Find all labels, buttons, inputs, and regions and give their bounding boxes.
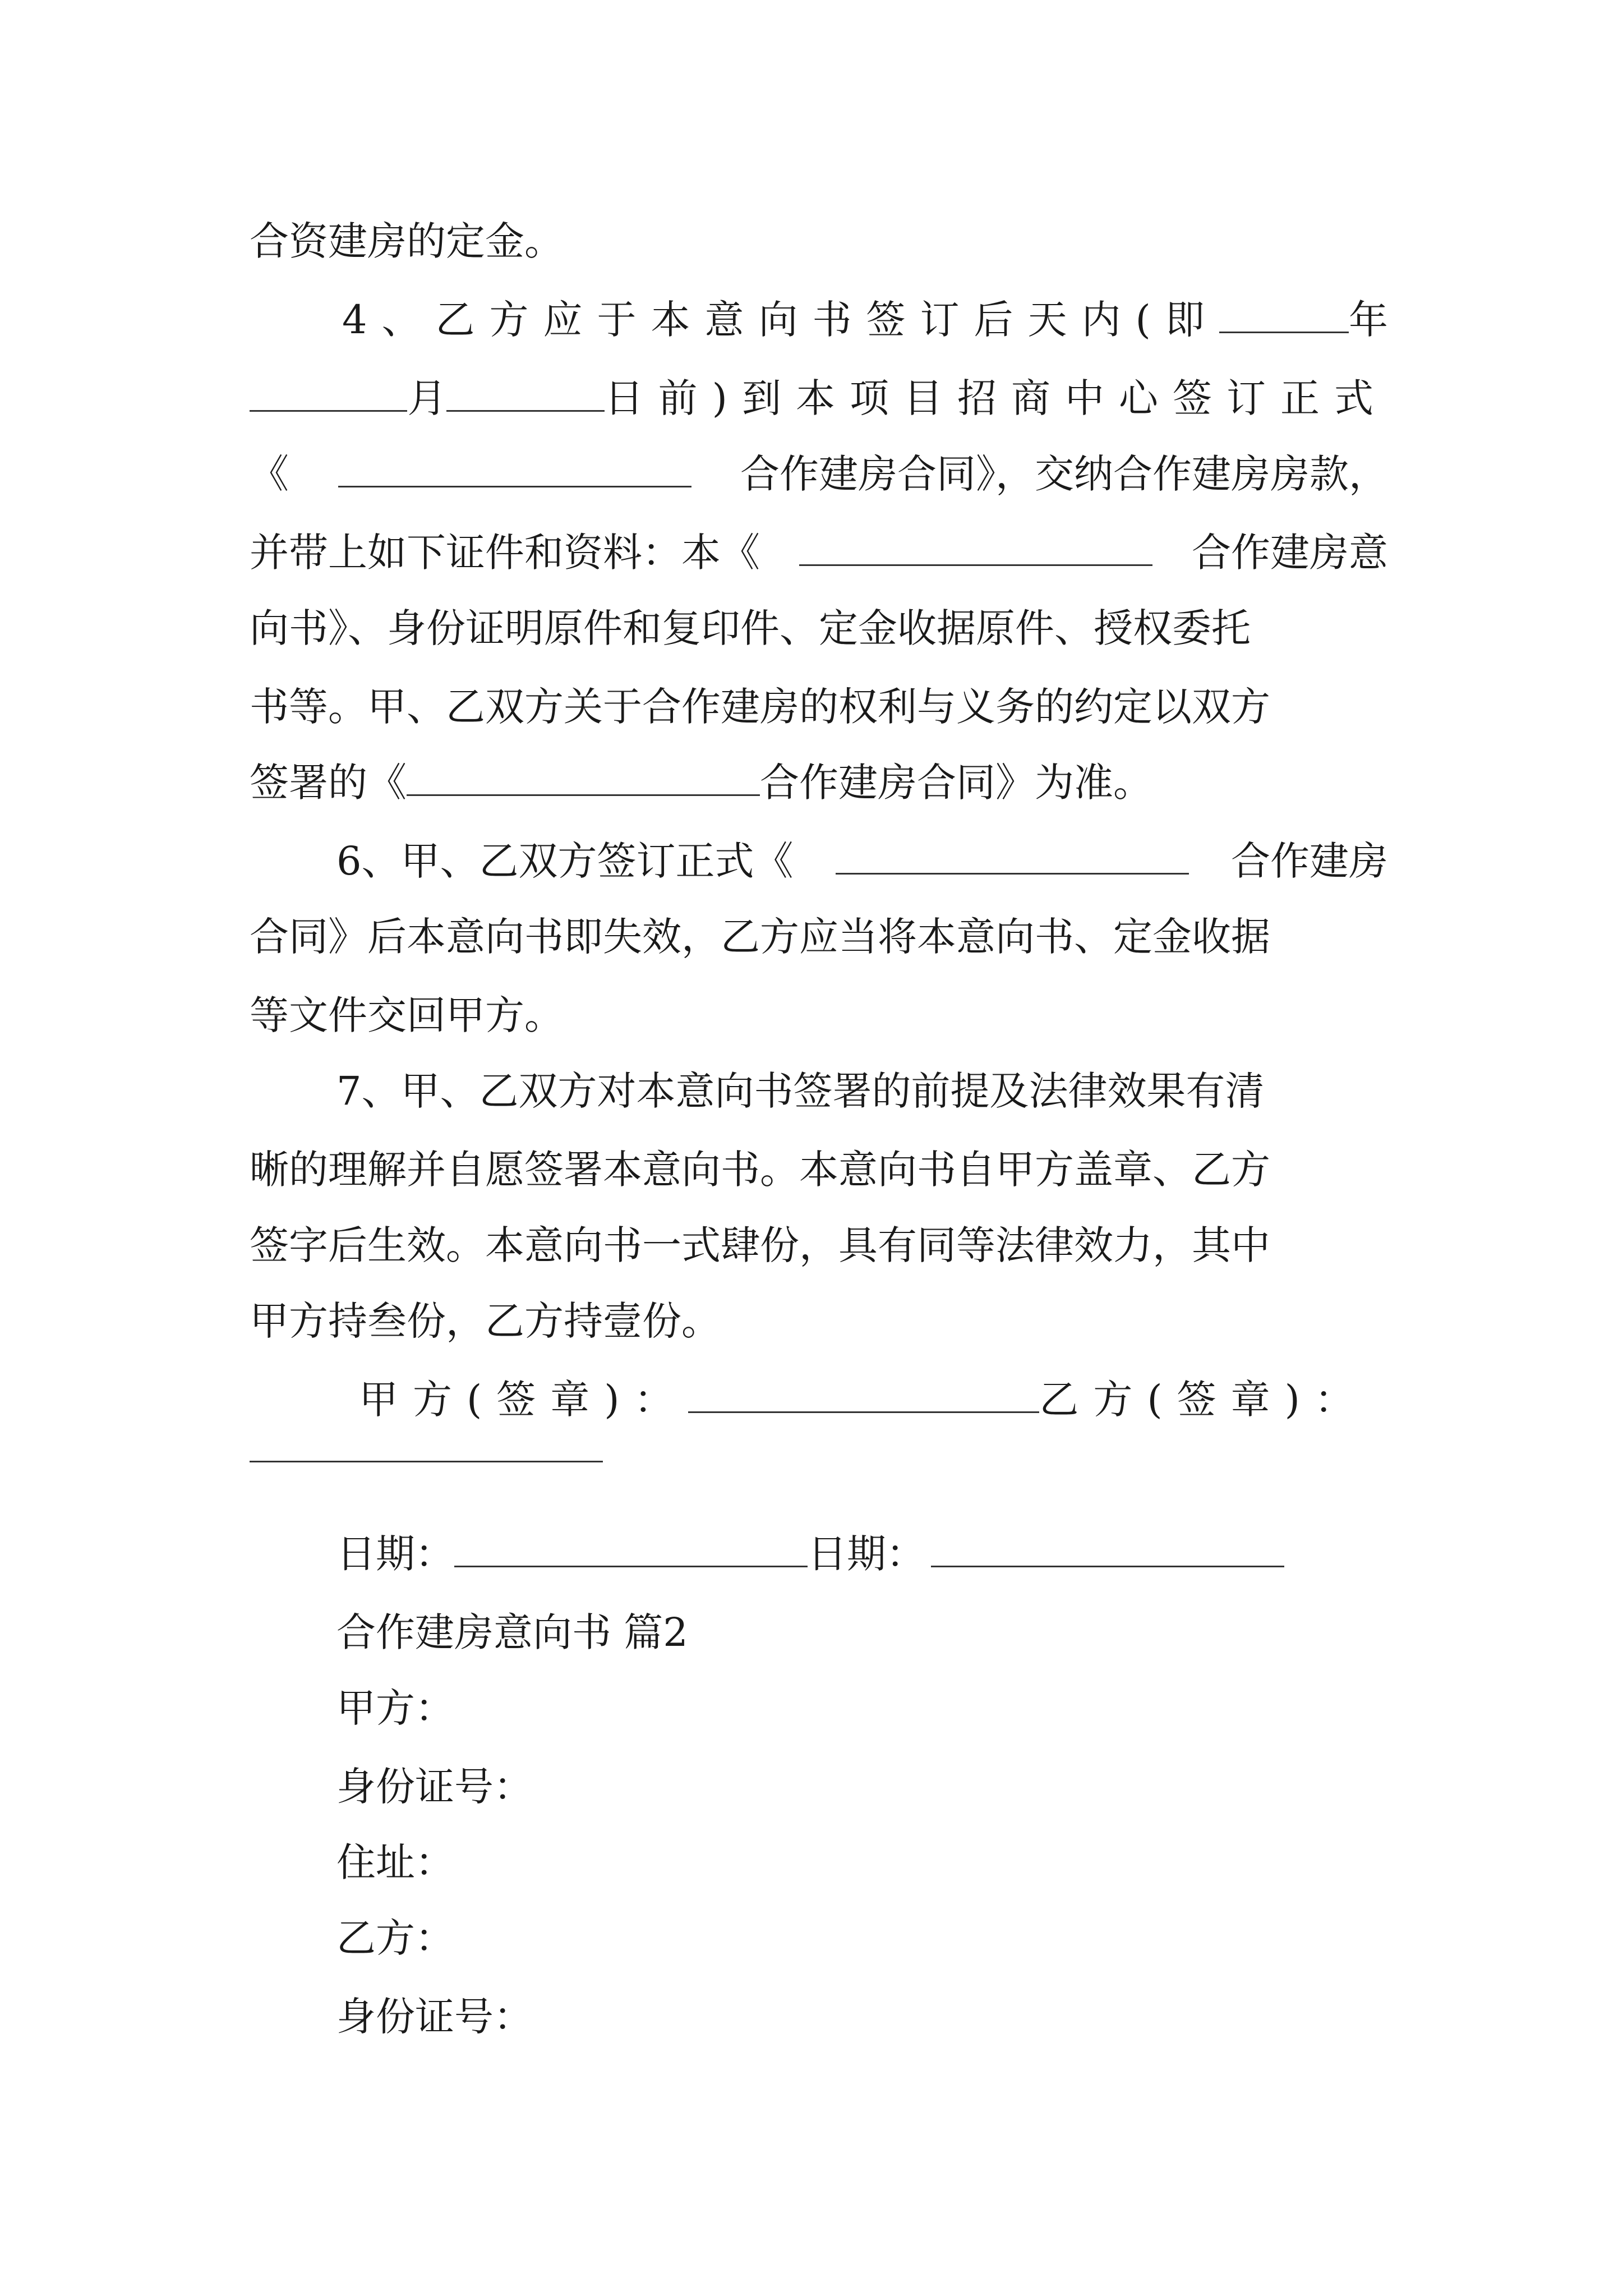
paragraph-line xyxy=(336,836,1388,886)
text: 签署的《 xyxy=(250,760,407,806)
fill-blank-day[interactable] xyxy=(446,375,604,412)
text: 6、甲、乙双方签订正式《 xyxy=(336,838,794,884)
text: 合作建房意向书 篇2 xyxy=(336,1609,688,1655)
fill-blank-project-name[interactable] xyxy=(836,838,1189,875)
text: 并带上如下证件和资料：本《 xyxy=(250,530,760,576)
text: 合同》后本意向书即失效，乙方应当将本意向书、定金收据 xyxy=(250,914,1270,960)
text: 合作建房合同》，交纳合作建房房款， xyxy=(740,451,1388,497)
text: 甲方持叁份，乙方持壹份。 xyxy=(250,1298,721,1344)
party-a-label: 甲方： xyxy=(336,1685,454,1731)
field-line xyxy=(336,1683,1475,1733)
text: 《 xyxy=(250,451,289,497)
field-line xyxy=(336,1761,1475,1812)
fill-blank-project-name[interactable] xyxy=(407,760,760,796)
fill-blank-project-name[interactable] xyxy=(338,451,691,487)
text: 4、乙方应于本意向书签订后天内(即 xyxy=(342,297,1219,343)
field-line xyxy=(336,1991,1475,2042)
party-a-signature-label: 甲方(签章)： xyxy=(359,1377,688,1423)
field-line xyxy=(336,1913,1475,1963)
text: 合作建房 xyxy=(1230,838,1388,884)
text: 书等。甲、乙双方关于合作建房的权利与义务的约定以双方 xyxy=(250,684,1270,730)
paragraph-line xyxy=(250,1144,1388,1195)
fill-blank-month[interactable] xyxy=(250,375,407,412)
date-line xyxy=(336,1529,1346,1579)
text: 晰的理解并自愿签署本意向书。本意向书自甲方盖章、乙方 xyxy=(250,1147,1270,1193)
text: 签字后生效。本意向书一式肆份，具有同等法律效力，其中 xyxy=(250,1222,1270,1268)
fill-blank-project-name[interactable] xyxy=(799,530,1152,566)
text: 年 xyxy=(1349,297,1388,343)
party-b-signature-blank[interactable] xyxy=(250,1461,603,1462)
paragraph-line xyxy=(250,912,1388,962)
paragraph-line xyxy=(342,295,1388,345)
text: 日前)到本项目招商中心签订正式 xyxy=(604,375,1388,421)
paragraph-line xyxy=(250,1220,1388,1271)
paragraph-line xyxy=(250,449,1388,499)
party-b-signature-label: 乙方(签章)： xyxy=(1039,1377,1368,1423)
paragraph-line xyxy=(250,527,1388,578)
party-a-date-label: 日期： xyxy=(336,1531,454,1577)
party-b-date-label: 日期： xyxy=(808,1531,925,1577)
text: 月 xyxy=(407,375,447,421)
signature-line xyxy=(359,1374,1368,1425)
paragraph-line xyxy=(250,990,1388,1041)
paragraph-line xyxy=(250,1296,1388,1346)
party-b-date-blank[interactable] xyxy=(931,1531,1284,1567)
text: 合资建房的定金。 xyxy=(250,218,564,264)
paragraph-line xyxy=(250,373,1388,424)
text: 合作建房意 xyxy=(1192,530,1388,576)
section-title xyxy=(336,1607,1475,1658)
paragraph-line xyxy=(250,682,1388,732)
party-b-label: 乙方： xyxy=(336,1915,454,1961)
id-number-label: 身份证号： xyxy=(336,1994,533,2040)
text: 合作建房合同》为准。 xyxy=(760,760,1152,806)
party-a-date-blank[interactable] xyxy=(454,1531,808,1567)
field-line xyxy=(336,1837,1475,1888)
text: 向书》、身份证明原件和复印件、定金收据原件、授权委托 xyxy=(250,605,1251,651)
fill-blank-year[interactable] xyxy=(1219,297,1349,333)
address-label: 住址： xyxy=(336,1839,454,1885)
text: 7、甲、乙双方对本意向书签署的前提及法律效果有清 xyxy=(336,1068,1265,1114)
paragraph-line xyxy=(250,757,1388,808)
paragraph-line xyxy=(250,603,1388,654)
paragraph-line xyxy=(336,1066,1388,1116)
paragraph-line xyxy=(250,216,1388,266)
party-a-signature-blank[interactable] xyxy=(688,1377,1040,1413)
text: 等文件交回甲方。 xyxy=(250,992,564,1038)
id-number-label: 身份证号： xyxy=(336,1764,533,1810)
